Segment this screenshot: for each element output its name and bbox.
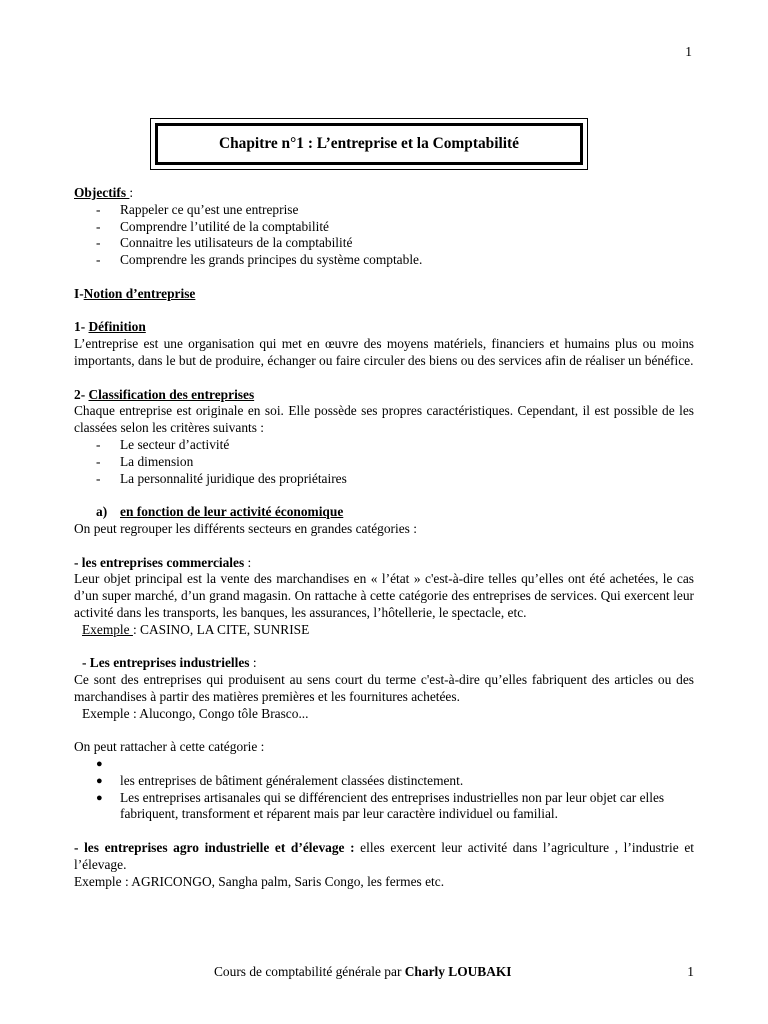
list-item: ● les entreprises de bâtiment généralement classées distinctement. (96, 772, 464, 788)
list-item: - La dimension (96, 453, 194, 469)
list-item: - Le secteur d’activité (96, 436, 230, 452)
chapter-title-box (150, 118, 588, 170)
list-item (96, 756, 694, 773)
agro-paragraph: - les entreprises agro industrielle et d’élevage : elles exercent leur activité dans l’agriculture , l’industrie et l’élevage. (74, 840, 695, 872)
bullet-icon: ● (96, 758, 103, 771)
industrielles-example: Exemple : Alucongo, Congo tôle Brasco... (82, 705, 309, 721)
subsection-a-heading: a) en fonction de leur activité économique (96, 504, 344, 520)
document-body (74, 185, 694, 890)
rattacher-list (74, 756, 694, 823)
classification-text: Chaque entreprise est originale en soi. Elle possède ses propres caractéristiques. Cependant, il est possible de les classées selon les critères suivants : (74, 403, 694, 436)
definition-text: L’entreprise est une organisation qui met en œuvre des moyens matériels, financiers et humains plus ou moins importants, dans le but de produire, échanger ou faire circuler des biens ou des services afin de réaliser un bénéfice. (74, 336, 694, 368)
page-footer (214, 964, 694, 981)
chapter-title: Chapitre n°1 : L’entreprise et la Comptabilité (155, 123, 583, 165)
objectifs-heading: Objectifs : (74, 185, 134, 200)
list-item: - Comprendre l’utilité de la comptabilité (96, 218, 329, 234)
footer-page-number: 1 (687, 964, 694, 979)
page-number-top: 1 (685, 44, 692, 59)
classification-list (74, 437, 694, 487)
section-heading-notion: I-Notion d’entreprise (74, 285, 196, 301)
subsection-a-text: On peut regrouper les différents secteurs en grandes catégories : (74, 520, 417, 536)
list-item: - Rappeler ce qu’est une entreprise (96, 201, 299, 217)
definition-heading: 1- Définition (74, 319, 146, 335)
rattacher-text: On peut rattacher à cette catégorie : (74, 739, 265, 755)
list-item: ● Les entreprises artisanales qui se différencient des entreprises industrielles non par leur objet car elles fabriquent, transforment et réparent mais par leur caractère individuel ou familial. (96, 789, 665, 822)
list-item: - Connaitre les utilisateurs de la comptabilité (96, 235, 353, 251)
commerciales-text: Leur objet principal est la vente des marchandises en « l’état » c'est-à-dire telles qu’elles ont été achetées, le cas d’un super marché, d’un grand magasin. On rattache à cette catégorie des entreprises de services. Qui exercent leur activité dans les transports, les banques, les assurances, l’hôtellerie, le spectacle, etc. (74, 571, 694, 620)
agro-example: Exemple : AGRICONGO, Sangha palm, Saris Congo, les fermes etc. (74, 873, 445, 889)
bullet-icon: ● (96, 774, 103, 787)
industrielles-heading: - Les entreprises industrielles : (82, 655, 257, 671)
list-item: - La personnalité juridique des propriétaires (96, 470, 347, 486)
footer-text: Cours de comptabilité générale par Charly LOUBAKI (214, 964, 512, 979)
objectifs-list (74, 202, 694, 269)
classification-heading: 2- Classification des entreprises (74, 386, 255, 402)
industrielles-text: Ce sont des entreprises qui produisent au sens court du terme c'est-à-dire qu’elles fabriquent des articles ou des marchandises à partir des matières premières et les fournitures achetées. (74, 672, 694, 704)
bullet-icon: ● (96, 791, 103, 804)
commerciales-example: Exemple : CASINO, LA CITE, SUNRISE (82, 621, 310, 637)
list-item: - Comprendre les grands principes du système comptable. (96, 252, 423, 268)
commerciales-heading: - les entreprises commerciales : (74, 554, 252, 570)
